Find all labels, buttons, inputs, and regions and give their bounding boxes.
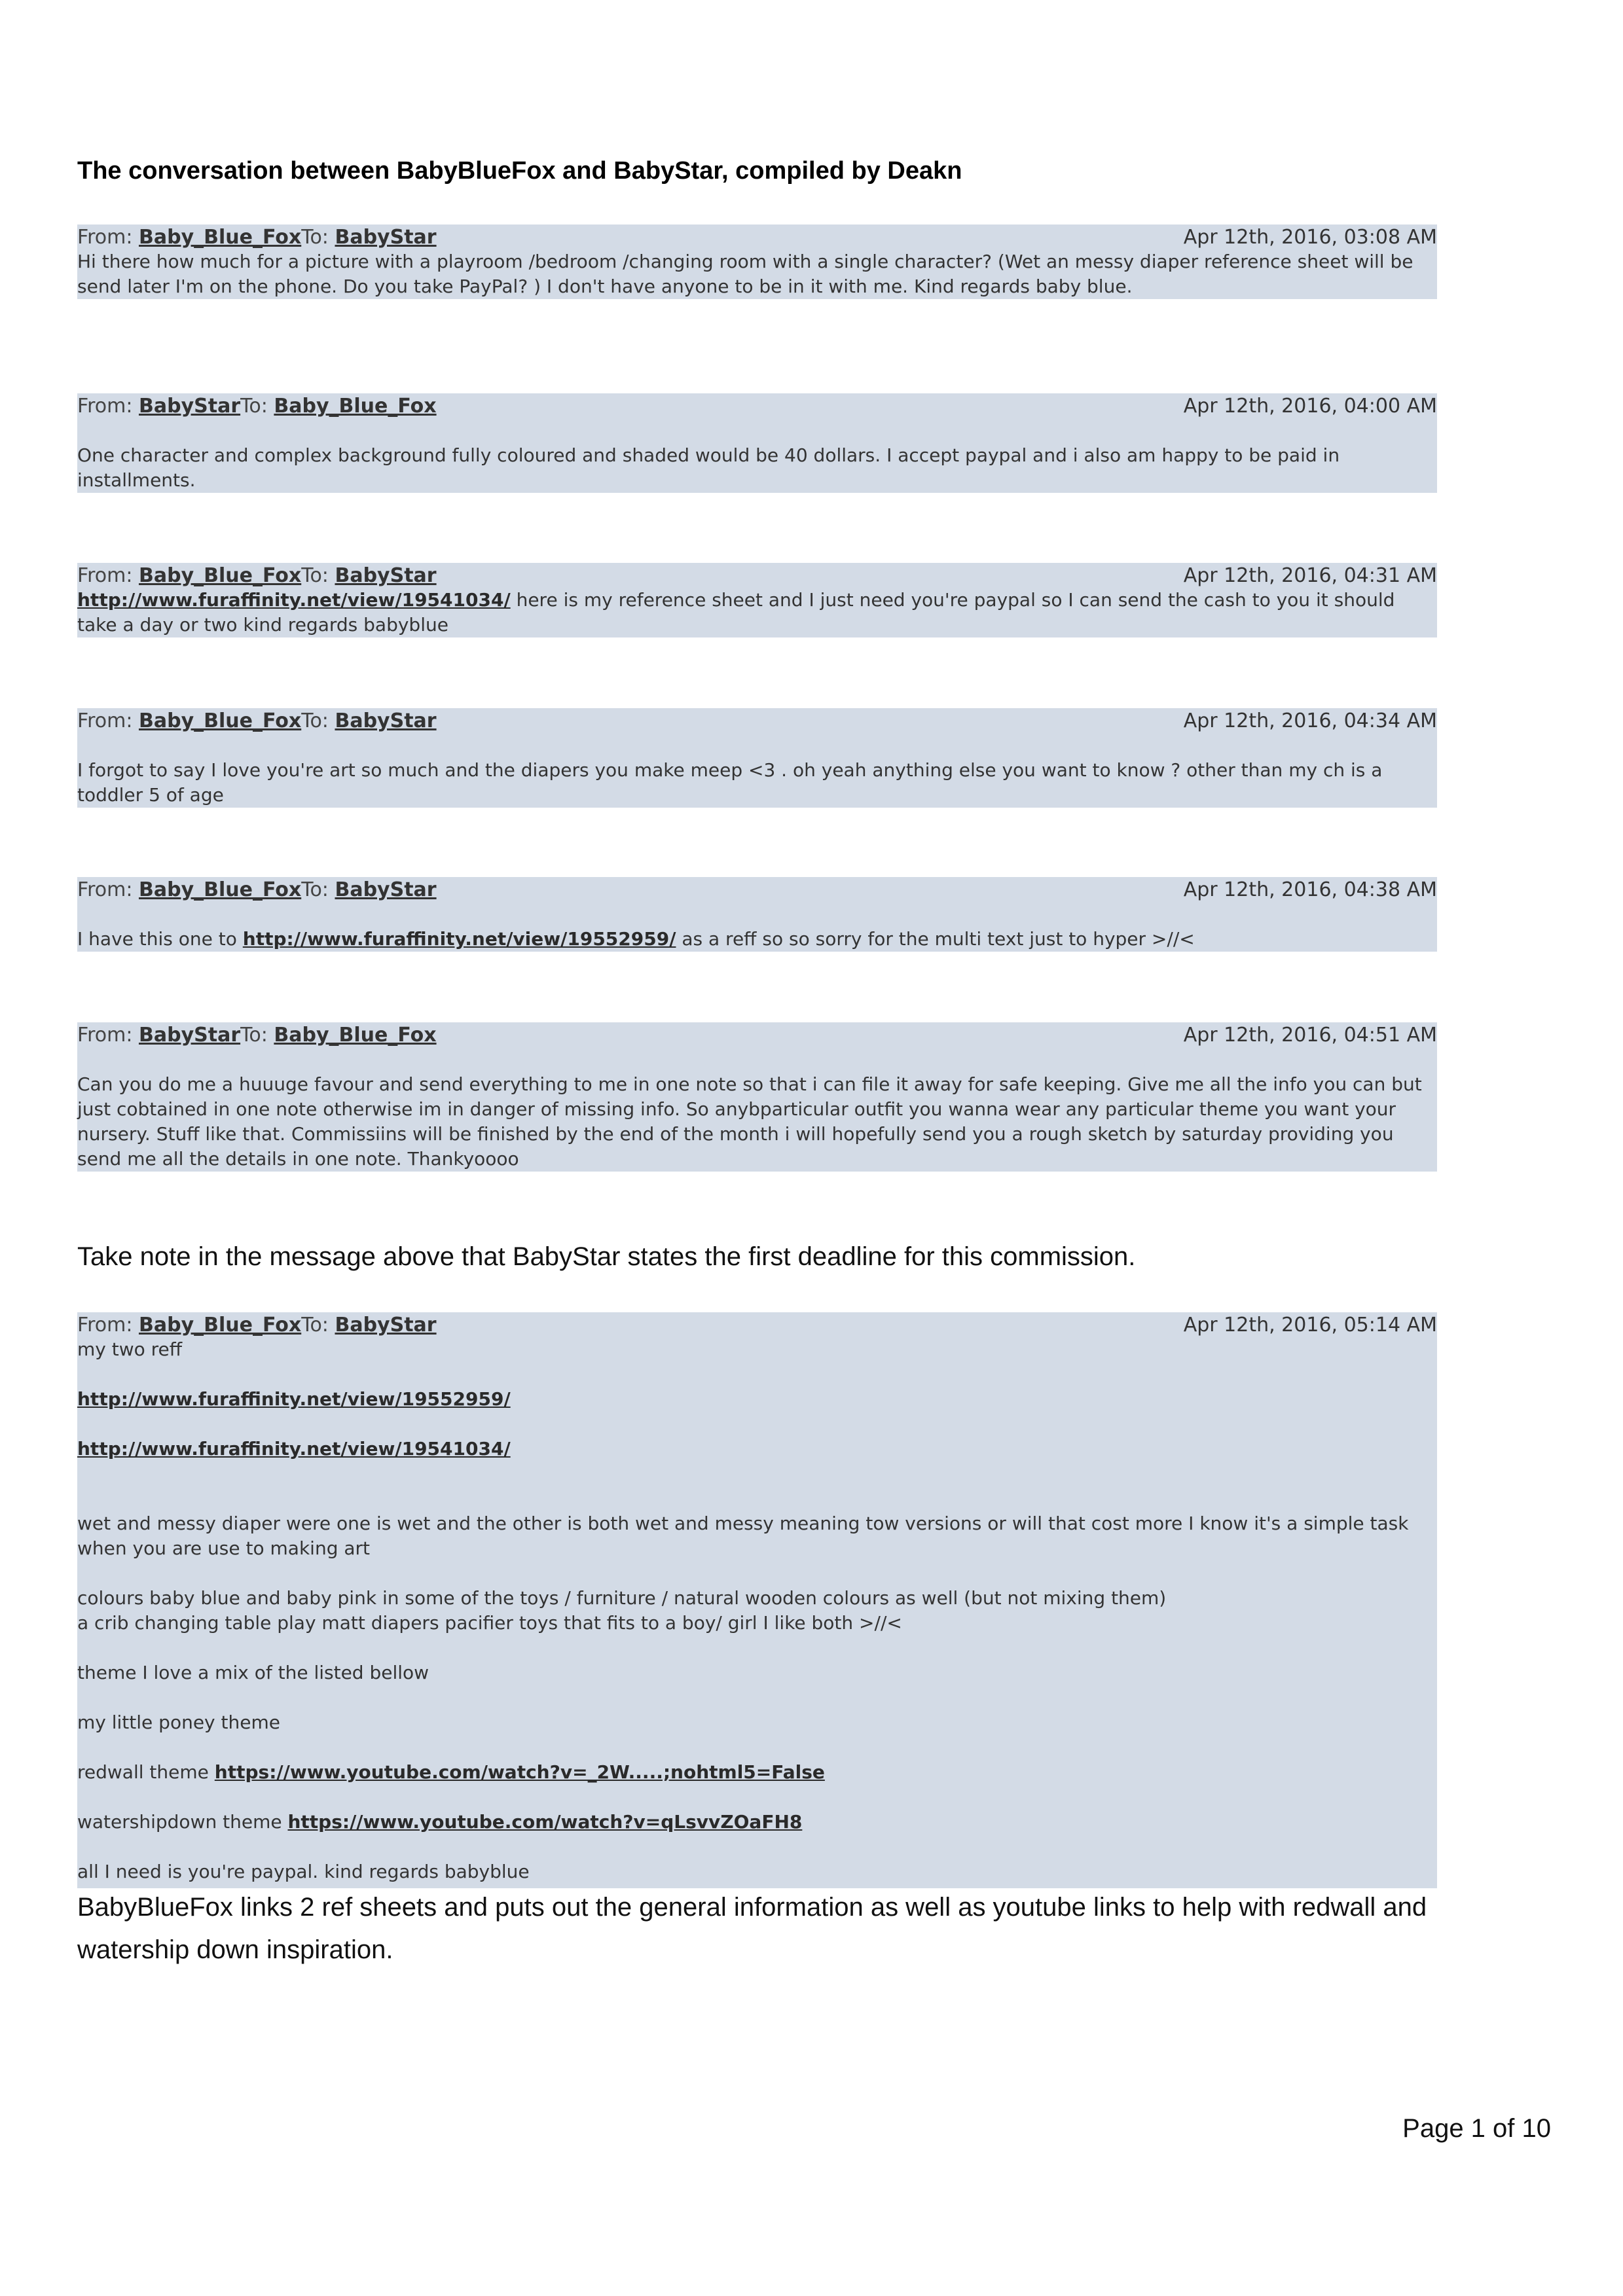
message-body: Can you do me a huuuge favour and send everything to me in one note so that i can file it away for safe keeping. Give me all the info you can but just cobtained in one note otherwise im in danger of missing info. So anybparticular outfit you wanna wear any particular theme you want your nursery. Stuff like that. Commissiins will be finished by the end of the month i will hopefully send you a rough sketch by saturday providing you send me all the details in one note. Thankyoooo: [77, 1073, 1422, 1170]
message-date: Apr 12th, 2016, 04:51 AM: [1183, 1024, 1437, 1047]
recipient-link[interactable]: Baby_Blue_Fox: [274, 395, 437, 418]
sender-link[interactable]: Baby_Blue_Fox: [138, 1314, 302, 1336]
sender-link[interactable]: Baby_Blue_Fox: [138, 709, 302, 732]
sender-link[interactable]: BabyStar: [138, 395, 241, 418]
reference-link[interactable]: http://www.furaffinity.net/view/19541034/: [77, 1438, 511, 1460]
recipient-link[interactable]: BabyStar: [335, 1314, 437, 1336]
sender-link[interactable]: Baby_Blue_Fox: [138, 564, 302, 587]
message-header-from: From: Baby_Blue_FoxTo: BabyStar: [77, 878, 437, 901]
message-body: One character and complex background fully coloured and shaded would be 40 dollars. I accept paypal and i also am happy to be paid in installments.: [77, 444, 1340, 491]
sender-link[interactable]: BabyStar: [138, 1024, 241, 1047]
message-date: Apr 12th, 2016, 03:08 AM: [1183, 226, 1437, 249]
message-body: http://www.furaffinity.net/view/19541034/ here is my reference sheet and I just need you're paypal so I can send the cash to you it should take a day or two kind regards babyblue: [77, 589, 1395, 636]
recipient-link[interactable]: BabyStar: [335, 878, 437, 901]
page-number: Page 1 of 10: [1402, 2114, 1551, 2143]
message-body: Hi there how much for a picture with a playroom /bedroom /changing room with a single character? (Wet an messy diaper reference sheet will be send later I'm on the phone. Do you take PayPal? ) I don't have anyone to be in it with me. Kind regards baby blue.: [77, 251, 1413, 297]
message-date: Apr 12th, 2016, 05:14 AM: [1183, 1314, 1437, 1336]
message-body: I forgot to say I love you're art so much and the diapers you make meep <3 . oh yeah anything else you want to know ? other than my ch is a toddler 5 of age: [77, 759, 1383, 806]
message-date: Apr 12th, 2016, 04:34 AM: [1183, 709, 1437, 732]
message-6: [77, 1022, 1437, 1172]
sender-link[interactable]: Baby_Blue_Fox: [138, 226, 302, 249]
message-header-from: From: Baby_Blue_FoxTo: BabyStar: [77, 226, 437, 249]
reference-link[interactable]: http://www.furaffinity.net/view/19552959/: [77, 1388, 511, 1410]
message-date: Apr 12th, 2016, 04:31 AM: [1183, 564, 1437, 587]
message-body: my two reff http://www.furaffinity.net/view/19552959/ http://www.furaffinity.net/view/19541034/ wet and messy diaper were one is wet and the other is both wet and messy meaning tow versions or will that cost more I know it's a simple task when you are use to making art colours baby blue and baby pink in some of the toys / furniture / natural wooden colours as well (but not mixing them) a crib changing table play matt diapers pacifier toys that fits to a boy/ girl I like both >//< theme I love a mix of the listed bellow my little poney theme redwall theme https://www.youtube.com/watch?v=_2W.....;nohtml5=False watershipdown theme https://www.youtube.com/watch?v=qLsvvZOaFH8 all I need is you're paypal. kind regards babyblue: [77, 1338, 1409, 1882]
message-date: Apr 12th, 2016, 04:00 AM: [1183, 395, 1437, 418]
recipient-link[interactable]: BabyStar: [335, 226, 437, 249]
message-3: [77, 563, 1437, 637]
annotation-note-references: BabyBlueFox links 2 ref sheets and puts out the general information as well as youtube links to help with redwall and watership down inspiration.: [77, 1893, 1427, 1964]
message-header-from: From: Baby_Blue_FoxTo: BabyStar: [77, 1314, 437, 1336]
reference-link[interactable]: http://www.furaffinity.net/view/19552959/: [242, 928, 676, 950]
message-header-from: From: Baby_Blue_FoxTo: BabyStar: [77, 564, 437, 587]
recipient-link[interactable]: BabyStar: [335, 564, 437, 587]
sender-link[interactable]: Baby_Blue_Fox: [138, 878, 302, 901]
annotation-note-deadline: Take note in the message above that BabyStar states the first deadline for this commission.: [77, 1242, 1136, 1271]
message-body: I have this one to http://www.furaffinity.net/view/19552959/ as a reff so so sorry for the multi text just to hyper >//<: [77, 928, 1195, 950]
message-2: [77, 393, 1437, 493]
message-header-from: From: Baby_Blue_FoxTo: BabyStar: [77, 709, 437, 732]
message-7: [77, 1312, 1437, 1888]
document-title: The conversation between BabyBlueFox and BabyStar, compiled by Deakn: [77, 157, 962, 185]
message-header-from: From: BabyStarTo: Baby_Blue_Fox: [77, 1024, 437, 1047]
message-1: [77, 224, 1437, 299]
recipient-link[interactable]: Baby_Blue_Fox: [274, 1024, 437, 1047]
message-date: Apr 12th, 2016, 04:38 AM: [1183, 878, 1437, 901]
reference-sheet-link[interactable]: http://www.furaffinity.net/view/19541034/: [77, 589, 511, 611]
message-header-from: From: BabyStarTo: Baby_Blue_Fox: [77, 395, 437, 418]
message-4: [77, 708, 1437, 808]
youtube-link-redwall[interactable]: https://www.youtube.com/watch?v=_2W.....;nohtml5=False: [214, 1761, 825, 1783]
message-5: [77, 877, 1437, 952]
youtube-link-watershipdown[interactable]: https://www.youtube.com/watch?v=qLsvvZOaFH8: [287, 1811, 803, 1833]
recipient-link[interactable]: BabyStar: [335, 709, 437, 732]
